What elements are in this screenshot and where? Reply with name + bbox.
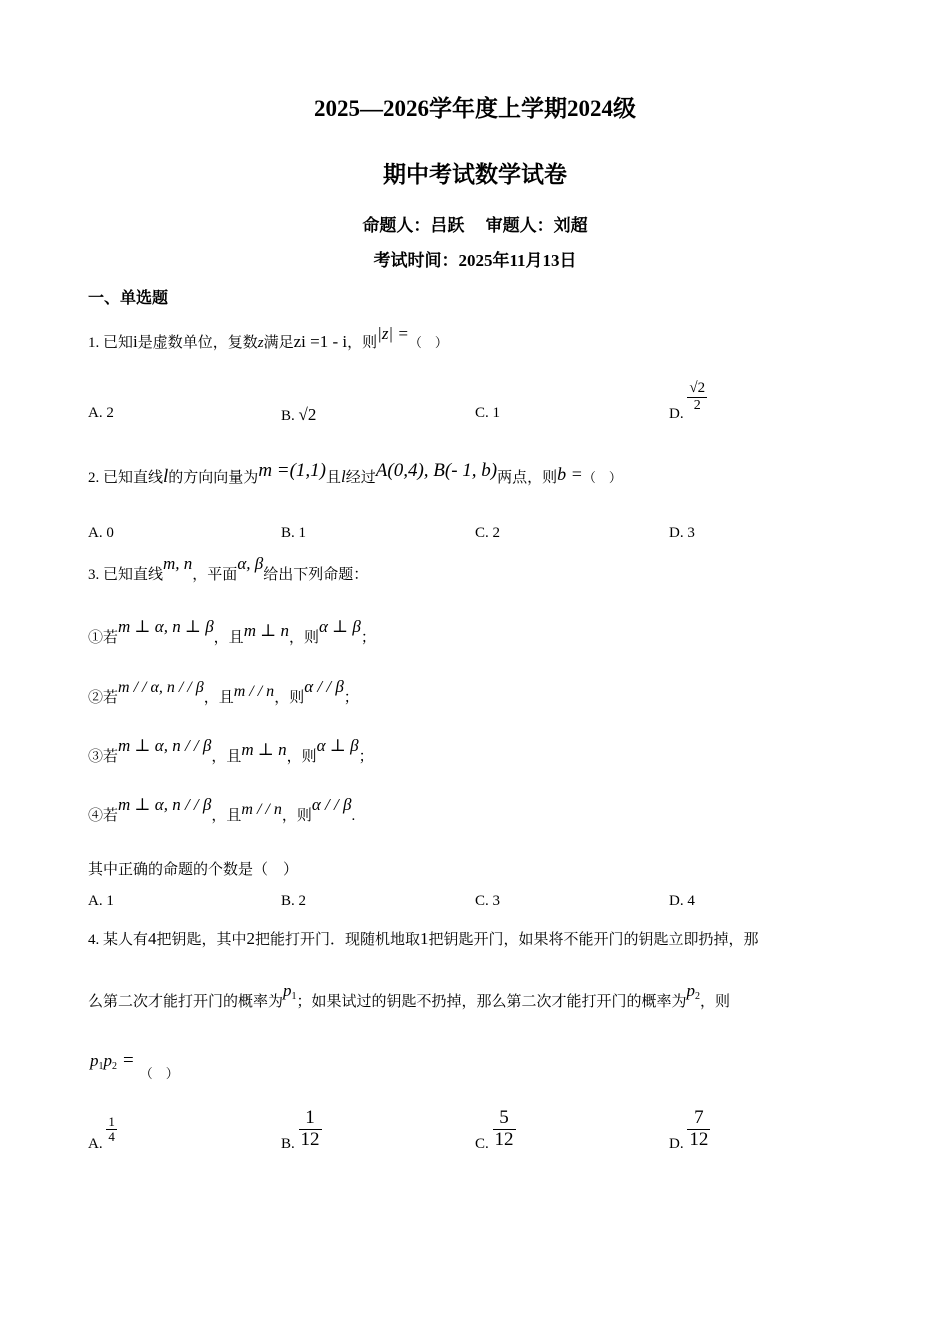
- section-title: 一、单选题: [88, 290, 169, 307]
- q3-lines-mn: m, n: [163, 554, 193, 573]
- q4-p2-symbol: p: [686, 981, 696, 1000]
- q2-option-b: B. 1: [281, 525, 307, 541]
- q2-text2: 且: [326, 470, 342, 486]
- q4-num-4: 4: [148, 929, 157, 948]
- q2-text3: 经过: [345, 470, 376, 486]
- q4-text-d: 把钥匙开门，如果将不能开门的钥匙立即扔掉，那: [428, 932, 759, 948]
- q1-blank: （ ）: [408, 335, 448, 350]
- q4-p1: [283, 981, 297, 1002]
- q3-p1-and: ，且: [213, 630, 244, 646]
- q1-option-a-label: A.: [88, 405, 103, 421]
- question-2: [88, 460, 622, 488]
- q4-p2-sub: 2: [695, 991, 701, 1002]
- q1-option-d-label: D.: [669, 406, 684, 422]
- q4-option-a-fraction: [106, 1115, 117, 1145]
- q4-option-d: [669, 1108, 710, 1153]
- q3-proposition-1: [88, 617, 376, 647]
- title-line-1: 2025—2026学年度上学期2024级: [314, 96, 636, 121]
- q3-proposition-2: [88, 677, 359, 707]
- q3-p2-then: ，则: [274, 690, 305, 706]
- q4-option-a-denominator: 4: [108, 1129, 115, 1145]
- q4-p1-symbol: p: [283, 981, 292, 1000]
- q4-option-a-label: A.: [88, 1136, 103, 1152]
- q4-option-b: [281, 1108, 322, 1153]
- q1-text2: 满足: [263, 335, 294, 351]
- q2-l: l: [163, 466, 169, 487]
- q2-option-c: C. 2: [475, 525, 501, 541]
- q1-option-a-value: 2: [106, 405, 114, 421]
- q3-p2-conclusion: α / / β: [304, 677, 344, 696]
- q2-text1: 的方向向量为: [168, 470, 259, 486]
- q3-p4-conclusion: α / / β: [311, 795, 352, 814]
- q3-p2-relation: m / / n: [233, 683, 275, 700]
- q4-num-2: 2: [246, 929, 256, 948]
- q4-option-d-numerator: 7: [687, 1108, 710, 1130]
- q3-p1-condition: m ⊥ α, n ⊥ β: [118, 617, 214, 636]
- q4-option-b-denominator: 12: [300, 1128, 320, 1150]
- q4-blank: （ ）: [139, 1066, 179, 1081]
- q1-z: z: [257, 335, 264, 351]
- q2-direction-vector: m =(1,1): [258, 460, 327, 481]
- q4-option-c-fraction: [493, 1108, 516, 1151]
- q4-option-c: [475, 1108, 516, 1153]
- q3-planes-ab: α, β: [237, 554, 264, 573]
- q1-option-b-value: √2: [298, 405, 317, 424]
- question-4-line-3: [90, 1050, 179, 1081]
- q4-option-b-label: B.: [281, 1136, 295, 1152]
- q3-p4-relation: m / / n: [241, 801, 282, 818]
- q4-l3-sub1: 1: [98, 1061, 104, 1072]
- q3-proposition-4: [88, 795, 356, 825]
- q4-p2: [686, 981, 701, 1002]
- q3-question: 其中正确的命题的个数是（ ）: [88, 862, 299, 878]
- q3-option-a: A. 1: [88, 893, 114, 909]
- q4-l3-p1: p: [90, 1051, 99, 1070]
- q4-option-c-numerator: 5: [493, 1108, 516, 1130]
- q3-text1: ，平面: [192, 567, 238, 583]
- question-4-line-2: [88, 981, 731, 1012]
- q4-text-g: ，则: [700, 994, 731, 1010]
- q3-p3-lead: ③若: [88, 749, 119, 765]
- q2-l-2: l: [341, 467, 346, 486]
- q3-proposition-3: [88, 736, 374, 766]
- q3-prefix: 3. 已知直线: [88, 567, 164, 583]
- exam-time: 考试时间：2025年11月13日: [373, 251, 577, 270]
- q4-l3-sub2: 2: [112, 1061, 117, 1072]
- question-3: [88, 554, 369, 584]
- q3-text2: 给出下列命题：: [263, 567, 369, 583]
- q4-option-b-numerator: 1: [299, 1108, 322, 1130]
- q3-p1-conclusion: α ⊥ β: [318, 617, 361, 636]
- q2-b-eq: b =: [557, 464, 583, 484]
- q4-text-e: 么第二次才能打开门的概率为: [88, 994, 284, 1010]
- q4-option-d-denominator: 12: [689, 1128, 709, 1150]
- q4-num-1: 1: [420, 929, 429, 948]
- q1-option-d-denominator: 2: [693, 397, 701, 413]
- q4-l3-p2: p: [103, 1051, 112, 1070]
- q1-option-d: [669, 380, 707, 423]
- q3-p4-lead: ④若: [88, 808, 119, 824]
- q1-option-d-fraction: [687, 380, 707, 413]
- q3-p2-lead: ②若: [88, 690, 119, 706]
- q1-option-c-value: 1: [492, 405, 501, 421]
- q4-option-a: [88, 1112, 117, 1153]
- q1-i: i: [133, 332, 138, 351]
- q1-option-d-numerator: √2: [689, 380, 706, 396]
- q3-p3-end: ；: [358, 749, 374, 765]
- q1-option-c-label: C.: [475, 405, 489, 421]
- q3-p1-end: ；: [360, 630, 376, 646]
- q3-p2-condition: m / / α, n / / β: [118, 679, 204, 696]
- q2-prefix: 2. 已知直线: [88, 470, 164, 486]
- q3-option-c: C. 3: [475, 893, 501, 909]
- q1-option-c: [475, 405, 500, 422]
- q4-option-c-denominator: 12: [494, 1128, 514, 1150]
- q3-p3-then: ，则: [286, 749, 317, 765]
- q4-text-b: 把钥匙，其中: [156, 932, 247, 948]
- q1-text1: 是虚数单位，复数: [137, 335, 258, 351]
- q3-p4-condition: m ⊥ α, n / / β: [118, 795, 212, 814]
- q2-option-a: A. 0: [88, 525, 114, 541]
- title-line-2: 期中考试数学试卷: [383, 162, 567, 187]
- q1-option-b-label: B.: [281, 408, 295, 424]
- q4-option-d-label: D.: [669, 1136, 684, 1152]
- q3-p4-then: ，则: [281, 808, 312, 824]
- q3-p3-and: ，且: [211, 749, 242, 765]
- q1-prefix: 1. 已知: [88, 335, 134, 351]
- q4-option-a-numerator: 1: [108, 1114, 115, 1129]
- q2-points: A(0,4), B(- 1, b): [375, 460, 498, 481]
- q3-p2-end: ；: [343, 690, 359, 706]
- q4-option-d-fraction: [687, 1108, 710, 1151]
- q4-text-c: 把能打开门．现随机地取: [255, 932, 421, 948]
- q3-p4-end: .: [351, 808, 356, 824]
- q1-option-b: [281, 405, 316, 425]
- q4-option-c-label: C.: [475, 1136, 489, 1152]
- q1-text3: ，则: [347, 335, 378, 351]
- q4-text-f: ；如果试过的钥匙不扔掉，那么第二次才能打开门的概率为: [296, 994, 687, 1010]
- question-1: [88, 324, 448, 352]
- q3-p3-relation: m ⊥ n: [241, 740, 287, 759]
- q2-option-d: D. 3: [669, 525, 695, 541]
- q3-p1-lead: ①若: [88, 630, 119, 646]
- q3-p2-and: ，且: [203, 690, 234, 706]
- authors-line: 命题人：吕跃 审题人：刘超: [362, 216, 588, 235]
- q1-option-a: [88, 405, 114, 422]
- q3-p4-and: ，且: [211, 808, 242, 824]
- q4-l3-equals: =: [123, 1050, 134, 1071]
- q3-option-b: B. 2: [281, 893, 307, 909]
- q2-blank: （ ）: [582, 470, 622, 485]
- q3-p3-conclusion: α ⊥ β: [316, 736, 359, 755]
- q3-p1-relation: m ⊥ n: [243, 621, 289, 640]
- q4-text-a: 4. 某人有: [88, 932, 149, 948]
- q1-equation: zi =1 - i: [293, 332, 348, 351]
- question-4-line-1: [88, 928, 759, 949]
- q1-abs-z: |z| =: [377, 324, 409, 343]
- q4-option-b-fraction: [299, 1108, 322, 1151]
- q3-p1-then: ，则: [288, 630, 319, 646]
- q3-option-d: D. 4: [669, 893, 695, 909]
- q4-p1-sub: 1: [291, 991, 297, 1002]
- q2-text4: 两点，则: [497, 470, 558, 486]
- q3-p3-condition: m ⊥ α, n / / β: [118, 736, 212, 755]
